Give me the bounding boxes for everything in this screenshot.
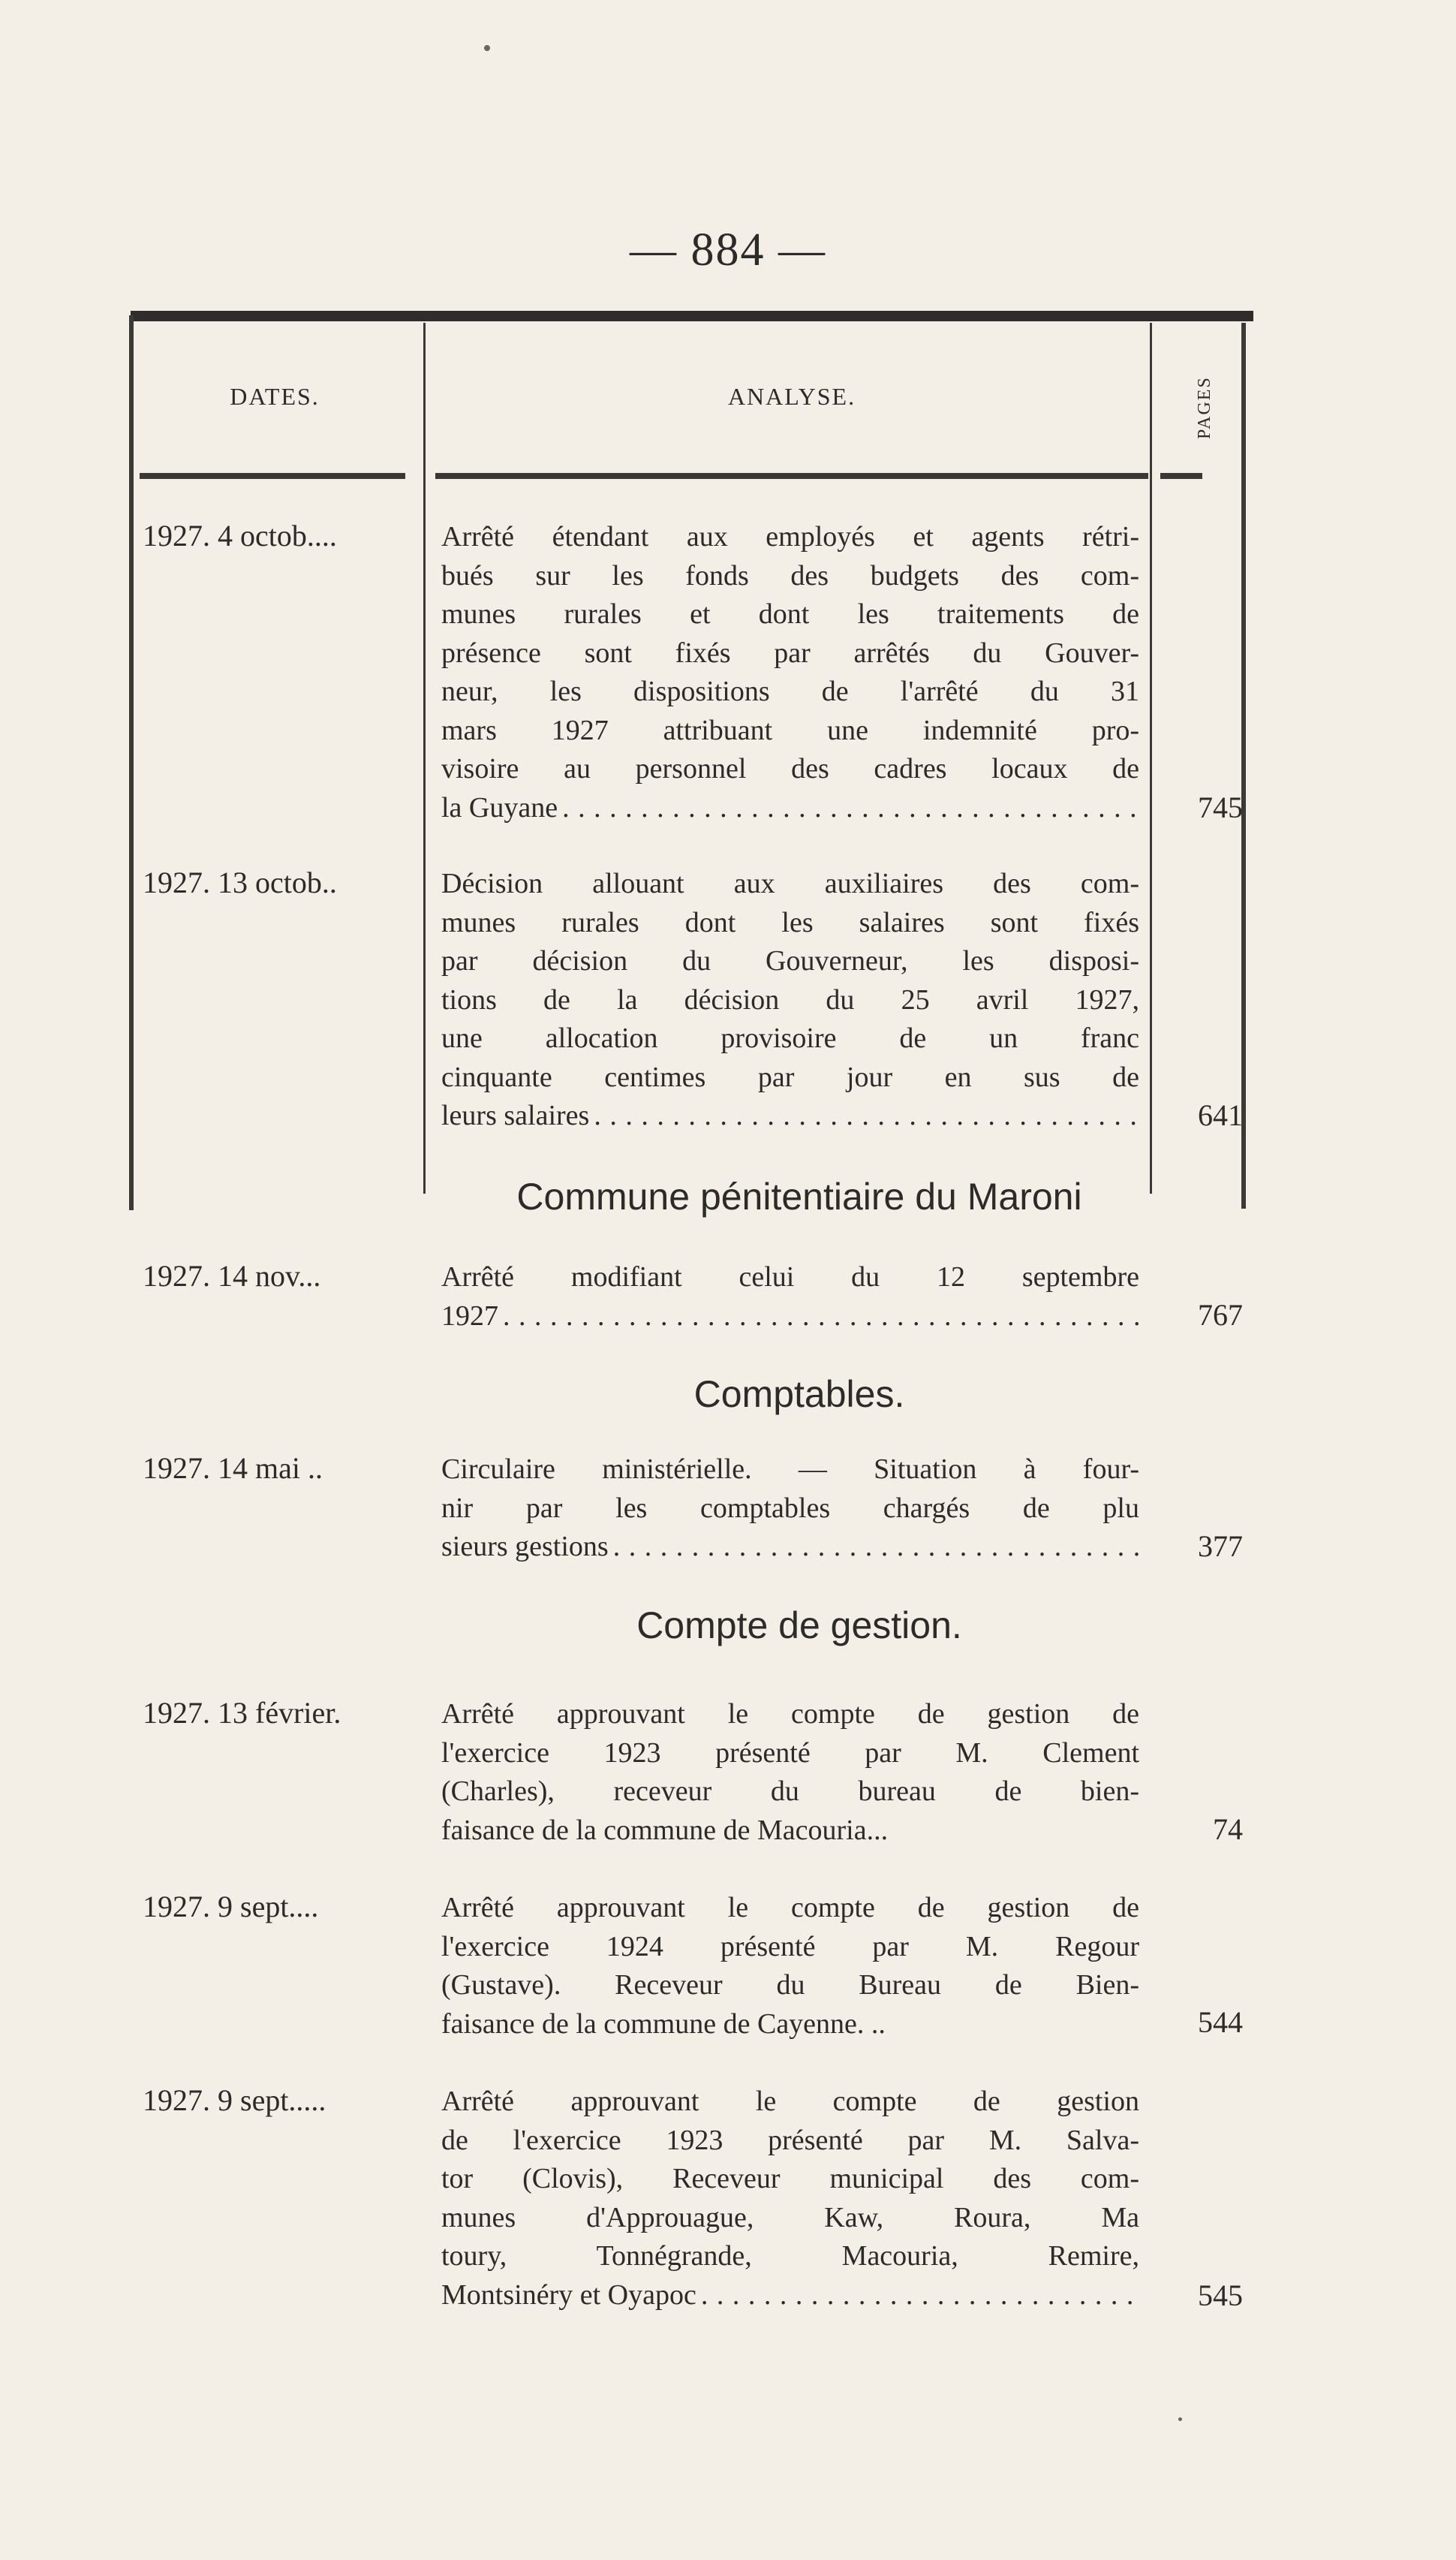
analysis-last-line [441,2005,1139,2044]
page-reference: 544 [1198,2005,1243,2039]
header-dates: DATES. [230,383,320,410]
ink-speck [484,45,490,51]
entry-date: 1927. 13 février. [143,1696,341,1730]
analysis-line: tions de la décision du 25 avril 1927, [441,983,1139,1016]
entry-analysis [441,1889,1139,2043]
analysis-line: visoire au personnel des cadres locaux de [441,753,1139,785]
analysis-line: neur, les dispositions de l'arrêté du 31 [441,676,1139,707]
analysis-line: faisance de la commune de Cayenne. .. [441,2007,886,2040]
analysis-line: tor (Clovis), Receveur municipal des com- [441,2163,1139,2194]
entry-date: 1927. 9 sept.... [143,1890,319,1923]
analysis-line: l'exercice 1924 présenté par M. Regour [441,1930,1139,1962]
analysis-line: toury, Tonnégrande, Macouria, Remire, [441,2240,1139,2272]
entry-analysis [441,1450,1139,1567]
section-heading: Compte de gestion. [636,1604,962,1646]
analysis-line: munes d'Approuague, Kaw, Roura, Ma [441,2201,1139,2233]
entry-analysis [441,518,1139,827]
entry-analysis [441,2083,1139,2315]
header-rule-pages [1160,473,1202,479]
header-rule-analyse [435,473,1148,479]
header-pages: PAGES [1195,376,1214,439]
analysis-last-line [441,789,1139,828]
analysis-line: Circulaire ministérielle. — Situation à four- [441,1453,1139,1485]
analysis-line: Arrêté approuvant le compte de gestion [441,2086,1139,2117]
analysis-line: munes rurales dont les salaires sont fixés [441,906,1139,938]
left-border [129,315,134,1210]
header-rule-dates [140,473,405,479]
entry-analysis [441,1258,1139,1336]
entry-date: 1927. 13 octob.. [143,866,337,899]
analysis-line: Arrêté modifiant celui du 12 septembre [441,1261,1139,1293]
analysis-line: une allocation provisoire de un franc [441,1022,1139,1054]
page-number: — 884 — [630,224,826,276]
page-reference: 545 [1198,2278,1243,2312]
analysis-line: présence sont fixés par arrêtés du Gouver- [441,637,1139,669]
entry-date: 1927. 9 sept..... [143,2083,326,2117]
entry-date: 1927. 14 mai .. [143,1451,323,1485]
header-analyse: ANALYSE. [727,383,856,410]
analysis-line: Arrêté approuvant le compte de gestion de [441,1892,1139,1923]
analysis-line: nir par les comptables chargés de plu [441,1492,1139,1524]
analysis-line: Décision allouant aux auxiliaires des com- [441,868,1139,899]
page-reference: 767 [1198,1298,1243,1332]
analysis-line: munes rurales et dont les traitements de [441,598,1139,630]
entry-date: 1927. 4 octob.... [143,519,337,553]
analysis-line: Arrêté étendant aux employés et agents rétri- [441,521,1139,553]
column-divider-1 [423,323,426,1194]
analysis-last-line [441,1528,1139,1567]
analysis-last-line [441,2276,1139,2315]
analysis-line: leurs salaires [441,1100,590,1131]
analysis-line: 1927 [441,1300,498,1332]
analysis-line: bués sur les fonds des budgets des com- [441,559,1139,592]
table-top-rule [131,311,1253,321]
analysis-line: l'exercice 1923 présenté par M. Clement [441,1736,1139,1769]
analysis-line: Montsinéry et Oyapoc [441,2278,696,2311]
analysis-line: faisance de la commune de Macouria... [441,1814,889,1846]
entry-date: 1927. 14 nov... [143,1259,321,1293]
analysis-line: Arrêté approuvant le compte de gestion de [441,1698,1139,1730]
section-heading: Comptables. [693,1373,905,1415]
analysis-last-line [441,1812,1139,1851]
page-reference: 377 [1198,1529,1243,1563]
page-reference: 641 [1198,1098,1243,1132]
analysis-line: (Charles), receveur du bureau de bien- [441,1775,1139,1807]
right-border [1241,323,1246,1209]
analysis-line: mars 1927 attribuant une indemnité pro- [441,714,1139,746]
ink-speck [1178,2417,1182,2421]
column-divider-2 [1150,323,1152,1194]
analysis-line: la Guyane [441,791,558,824]
page-reference: 74 [1213,1812,1243,1846]
section-heading: Commune pénitentiaire du Maroni [516,1176,1082,1218]
analysis-line: (Gustave). Receveur du Bureau de Bien- [441,1969,1139,2001]
entry-analysis [441,865,1139,1136]
analysis-last-line [441,1297,1139,1336]
analysis-line: de l'exercice 1923 présenté par M. Salva- [441,2124,1139,2156]
analysis-line: cinquante centimes par jour en sus de [441,1061,1139,1093]
entry-analysis [441,1695,1139,1850]
analysis-line: sieurs gestions [441,1531,609,1562]
page-reference: 745 [1198,791,1243,824]
analysis-line: par décision du Gouverneur, les disposi- [441,945,1139,977]
analysis-last-line [441,1097,1139,1136]
